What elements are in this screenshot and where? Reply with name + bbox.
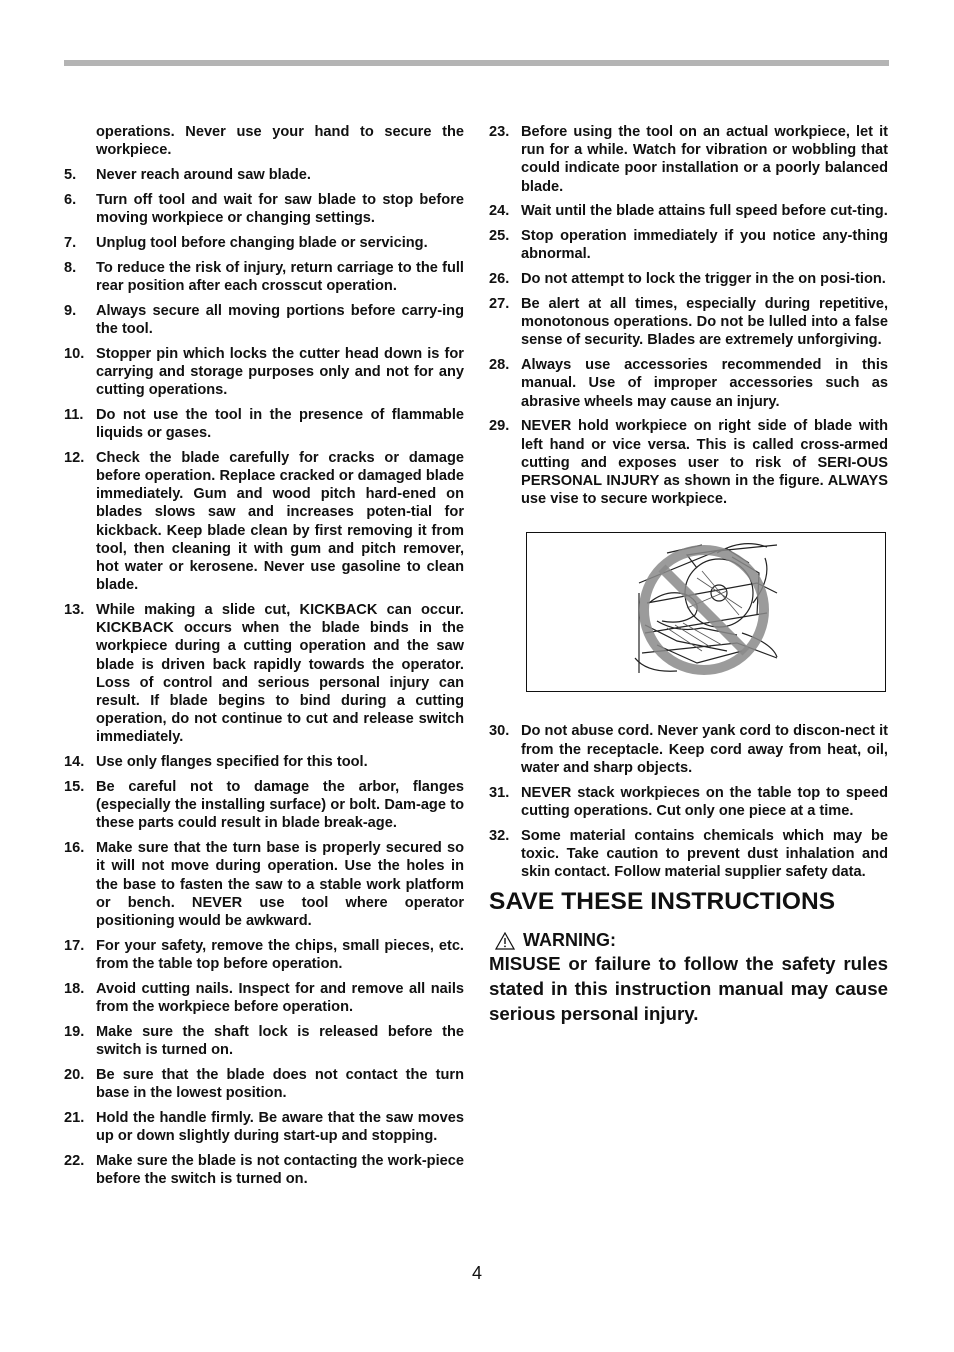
- list-item: [64, 601, 464, 747]
- item-number: 23.: [489, 124, 510, 140]
- list-item: [64, 234, 464, 252]
- item-text: Never reach around saw blade.: [96, 167, 311, 183]
- list-item: [489, 202, 888, 220]
- left-item-list: [64, 166, 464, 1188]
- item-text: Be alert at all times, especially during repetitive, monotonous operations. Do not be lulled into a false sense of security. Blades are extremely unforgiving.: [521, 296, 888, 349]
- item-text: Do not use the tool in the presence of flammable liquids or gases.: [96, 406, 464, 441]
- left-column: [64, 123, 464, 1195]
- item-number: 15.: [64, 779, 85, 796]
- list-item: [489, 295, 888, 350]
- item-text: Be sure that the blade does not contact the turn base in the lowest position.: [96, 1066, 464, 1102]
- right-item-list-top: [489, 123, 888, 508]
- list-item: [64, 980, 464, 1016]
- list-item: [64, 753, 464, 771]
- item-text: Some material contains chemicals which may be toxic. Take caution to prevent dust inhalation and skin contact. Follow material supplier safety data.: [521, 827, 888, 881]
- list-item: [489, 123, 888, 196]
- list-item: [64, 406, 464, 442]
- item-text: Avoid cutting nails. Inspect for and remove all nails from the workpiece before operation.: [96, 980, 464, 1016]
- item-text: For your safety, remove the chips, small pieces, etc. from the table top before operation.: [96, 937, 464, 973]
- page-number: 4: [471, 1263, 482, 1283]
- top-rule: [64, 60, 889, 66]
- list-item: [489, 722, 888, 777]
- prohibited-cross-arm-illustration: [527, 533, 884, 690]
- item-number: 7.: [64, 234, 77, 251]
- item-number: 22.: [64, 1152, 85, 1169]
- list-item: [64, 1109, 464, 1145]
- item-number: 17.: [64, 937, 85, 954]
- item-number: 21.: [64, 1109, 85, 1126]
- item-text: NEVER stack workpieces on the table top to speed cutting operations. Cut only one piece at a time.: [521, 784, 888, 819]
- list-item: [64, 345, 464, 400]
- list-item: [489, 417, 888, 508]
- item-number: 6.: [64, 191, 77, 208]
- item-number: 11.: [64, 406, 84, 423]
- list-item: [489, 827, 888, 882]
- item-number: 30.: [489, 723, 510, 740]
- list-item: [64, 259, 464, 295]
- item-number: 16.: [64, 840, 85, 857]
- item-number: 19.: [64, 1023, 85, 1040]
- item-text: Be careful not to damage the arbor, flanges (especially the installing surface) or bolt. Dam-age to these parts could result in blade break-age.: [96, 779, 464, 832]
- list-item: [64, 1066, 464, 1102]
- list-item: [489, 227, 888, 263]
- list-item: [64, 191, 464, 227]
- item-number: 5.: [64, 167, 77, 183]
- list-item: [64, 302, 464, 338]
- item-number: 27.: [489, 296, 510, 312]
- item-text: Make sure that the turn base is properly secured so it will not move during operation. Use the holes in the base to fasten the saw to a stable work platform or bench. NEVER use tool where operator positioning would be awkward.: [96, 840, 464, 930]
- save-instructions-heading: SAVE THESE INSTRUCTIONS: [489, 888, 836, 916]
- item-text: Check the blade carefully for cracks or damage before operation. Replace cracked or damaged blade immediately. Gum and wood pitch hard-ened on blades slows saw and increases poten-tial for kickback. Keep blade clean by first removing it from tool, then cleaning it with gum and pitch remover, hot water or kerosene. Never use gasoline to clean blade.: [96, 449, 464, 594]
- item-number: 8.: [64, 259, 77, 276]
- item-number: 20.: [64, 1066, 85, 1083]
- item-text: Do not attempt to lock the trigger in the on posi-tion.: [521, 271, 886, 288]
- item-number: 24.: [489, 203, 510, 220]
- item-number: 10.: [64, 345, 85, 362]
- continued-item-text: operations. Never use your hand to secure the workpiece.: [96, 124, 464, 159]
- item-number: 32.: [489, 827, 510, 844]
- list-item: [64, 778, 464, 833]
- list-item: [64, 1023, 464, 1059]
- right-item-list-bottom: [489, 722, 888, 881]
- item-number: 18.: [64, 980, 85, 997]
- warning-label: WARNING:: [523, 930, 616, 951]
- warning-header: [489, 931, 888, 949]
- item-number: 26.: [489, 271, 510, 288]
- item-number: 14.: [64, 754, 85, 771]
- warning-triangle-icon: [495, 932, 515, 950]
- item-text: Turn off tool and wait for saw blade to stop before moving workpiece or changing settings.: [96, 191, 464, 226]
- item-text: To reduce the risk of injury, return carriage to the full rear position after each crosscut operation.: [96, 259, 464, 294]
- item-text: Hold the handle firmly. Be aware that the saw moves up or down slightly during start-up and stopping.: [96, 1109, 464, 1145]
- item-text: Do not abuse cord. Never yank cord to discon-nect it from the receptacle. Keep cord away from heat, oil, water and sharp objects.: [521, 723, 888, 776]
- list-item: [489, 270, 888, 288]
- item-number: 12.: [64, 449, 85, 466]
- item-text: While making a slide cut, KICKBACK can occur. KICKBACK occurs when the blade binds in the workpiece during a cutting operation and the saw blade is driven back rapidly towards the operator. Loss of control and serious personal injury can result. If blade begins to bind during a cutting operation, do not continue to cut and release switch immediately.: [96, 602, 464, 746]
- list-item: [64, 839, 464, 930]
- item-text: Always secure all moving portions before carry-ing the tool.: [96, 302, 464, 337]
- item-text: Make sure the shaft lock is released before the switch is turned on.: [96, 1023, 464, 1059]
- list-item: [489, 784, 888, 820]
- item-number: 13.: [64, 602, 85, 619]
- item-text: NEVER hold workpiece on right side of blade with left hand or vice versa. This is called cross-armed cutting and exposes user to risk of SERI-OUS PERSONAL INJURY as shown in the figure. ALWAYS use vise to secure workpiece.: [521, 418, 888, 508]
- item-text: Always use accessories recommended in this manual. Use of improper accessories such as abrasive wheels may cause an injury.: [521, 357, 888, 410]
- item-text: Make sure the blade is not contacting the work-piece before the switch is turned on.: [96, 1152, 464, 1188]
- list-item: [64, 937, 464, 973]
- item-number: 31.: [489, 784, 510, 801]
- item-text: Use only flanges specified for this tool.: [96, 754, 368, 771]
- list-item: [64, 166, 464, 184]
- item-text: Stopper pin which locks the cutter head down is for carrying and storage purposes only and not for any cutting operations.: [96, 345, 464, 398]
- item-number: 25.: [489, 228, 510, 245]
- warning-text: MISUSE or failure to follow the safety rules stated in this instruction manual may cause serious personal injury.: [489, 952, 888, 1024]
- item-number: 28.: [489, 357, 510, 374]
- list-item: [489, 356, 888, 411]
- item-number: 29.: [489, 418, 510, 435]
- item-text: Unplug tool before changing blade or servicing.: [96, 234, 428, 251]
- item-text: Stop operation immediately if you notice any-thing abnormal.: [521, 228, 888, 263]
- item-text: Before using the tool on an actual workpiece, let it run for a while. Watch for vibration or wobbling that could indicate poor installation or a poorly balanced blade.: [521, 124, 888, 195]
- item-number: 9.: [64, 302, 77, 319]
- list-item: [64, 1152, 464, 1188]
- right-column: [489, 123, 888, 1026]
- item-text: Wait until the blade attains full speed before cut-ting.: [521, 203, 888, 220]
- cross-armed-cutting-figure: [526, 532, 886, 692]
- list-item: [64, 449, 464, 595]
